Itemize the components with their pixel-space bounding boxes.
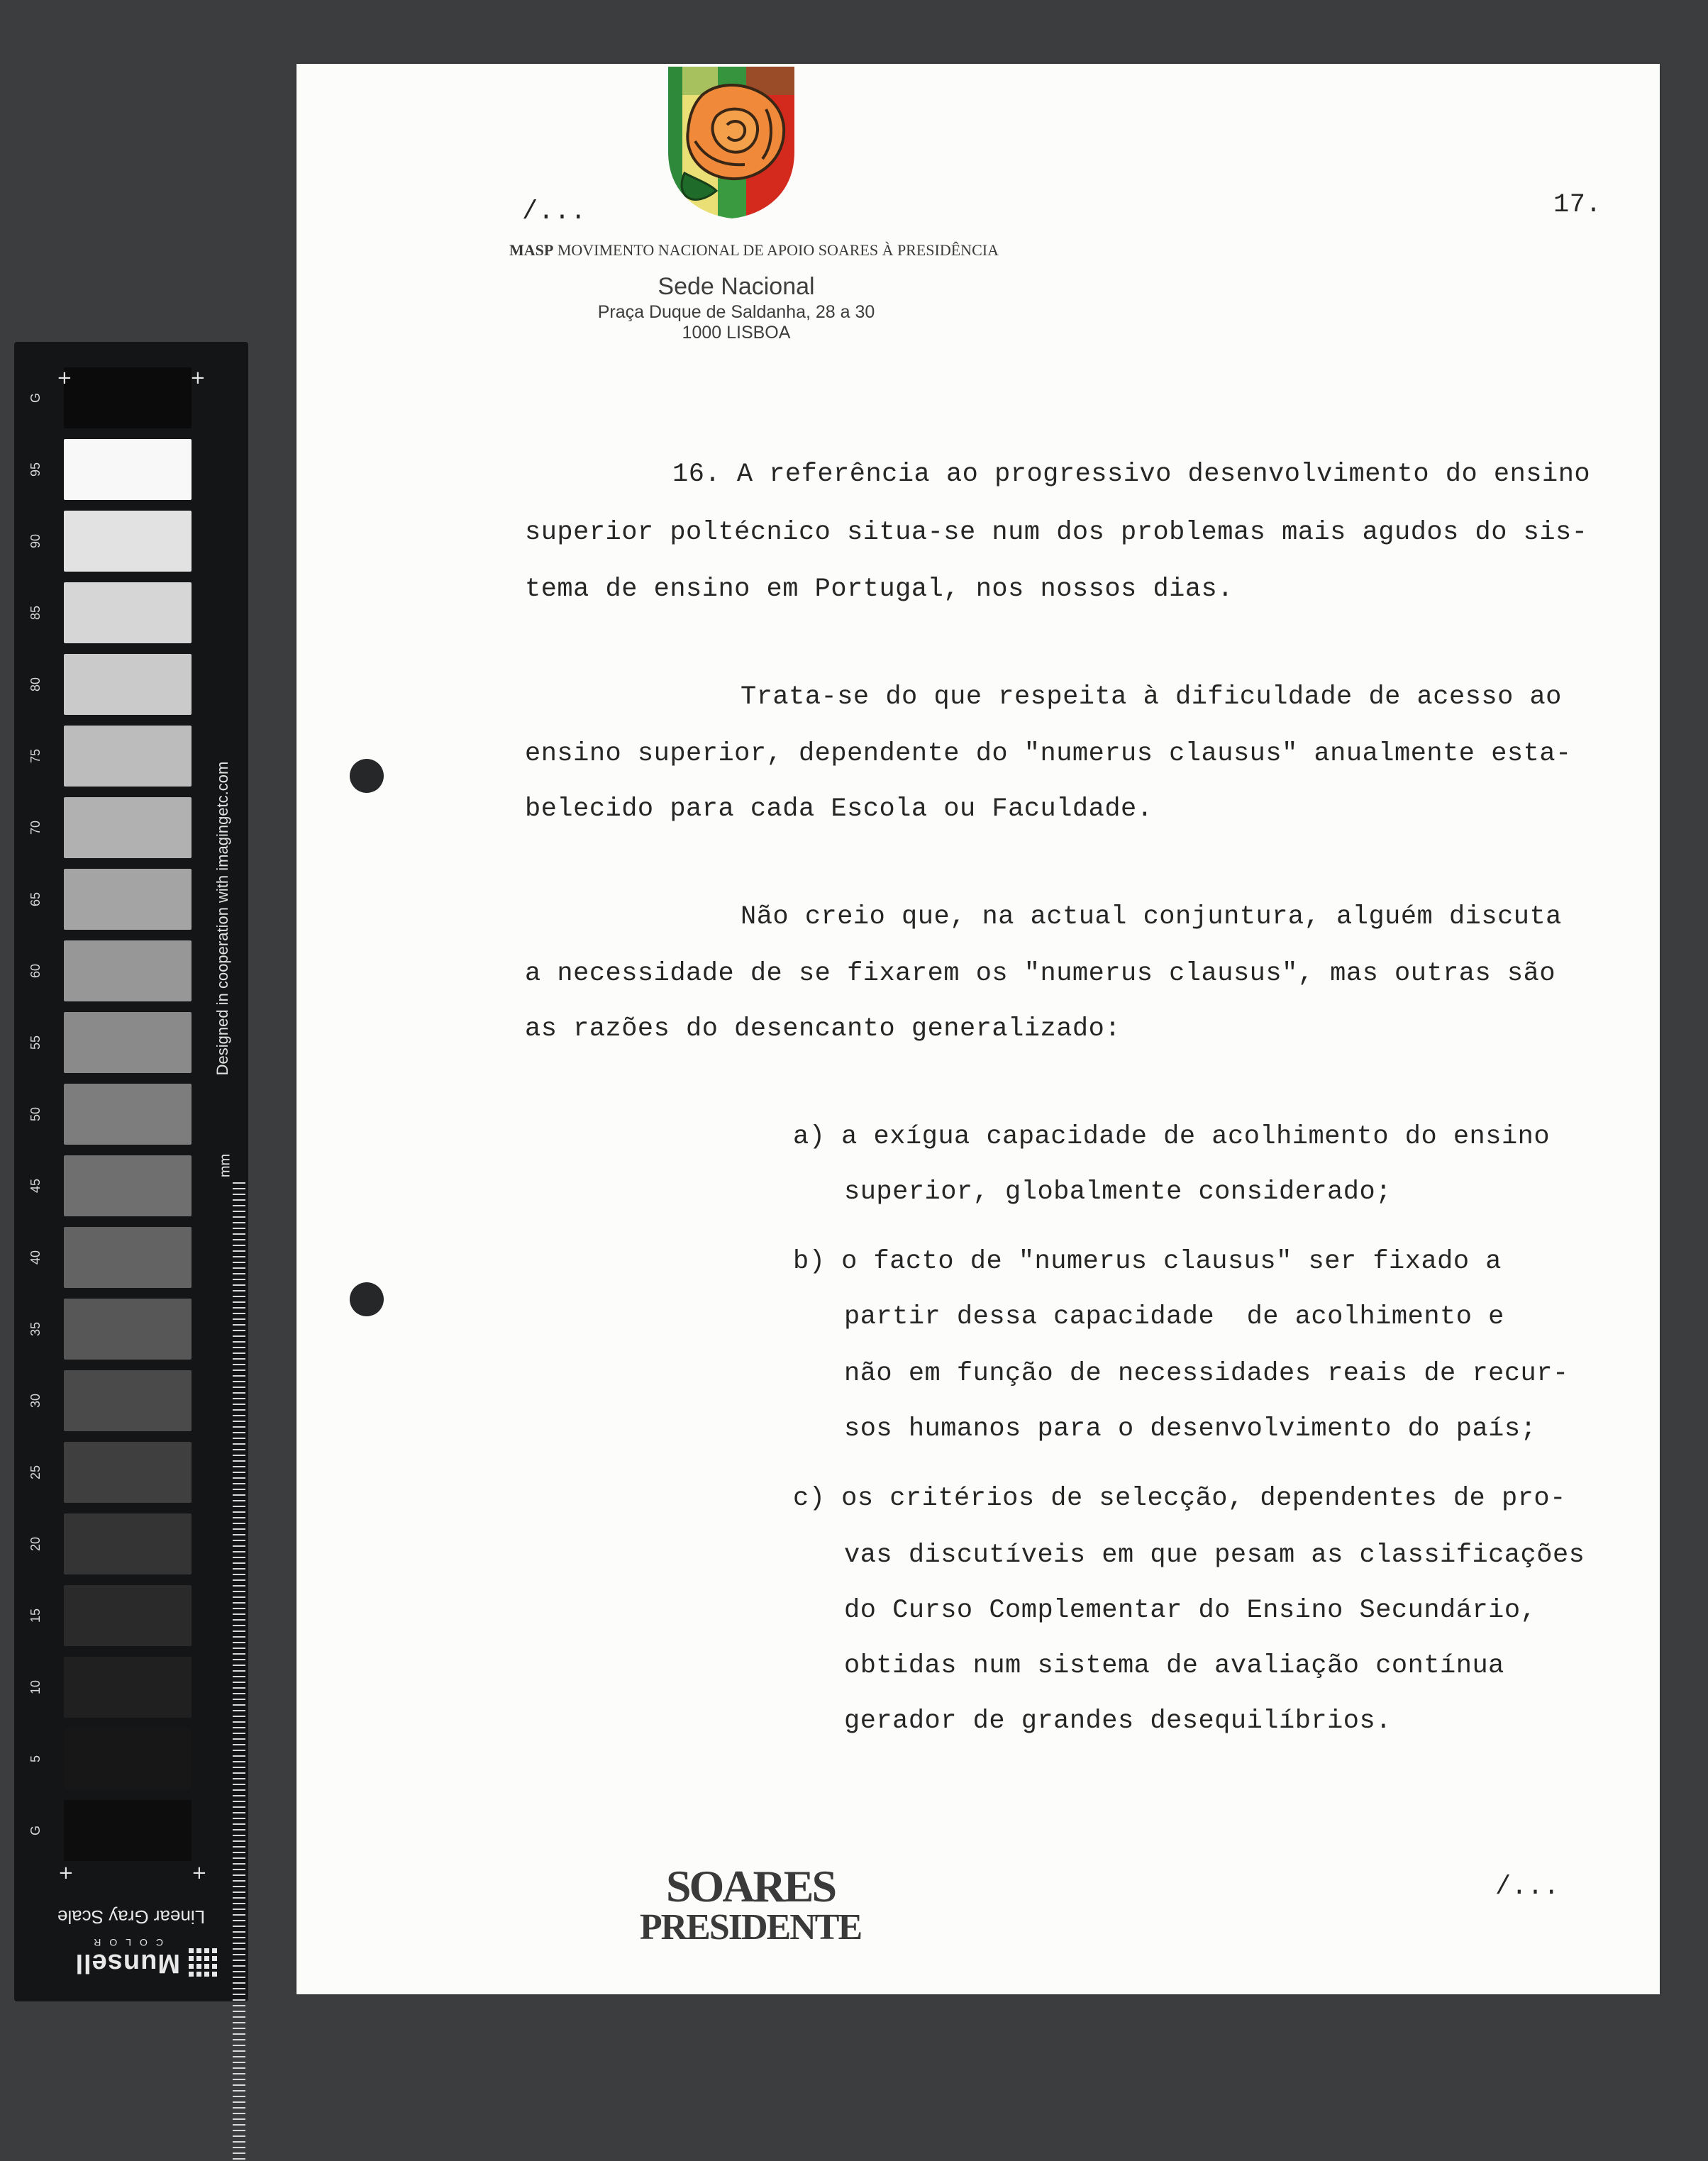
gray-patch xyxy=(64,1299,192,1360)
item-c-line: c) os critérios de selecção, dependentes de pro- xyxy=(793,1484,1566,1513)
item-b-line: b) o facto de "numerus clausus" ser fixado a xyxy=(793,1247,1502,1277)
plus-mark-icon: + xyxy=(192,1862,207,1884)
masp-full-name: MOVIMENTO NACIONAL DE APOIO SOARES À PRESIDÊNCIA xyxy=(557,241,999,259)
gray-patch xyxy=(64,582,192,643)
punch-hole xyxy=(350,1282,384,1316)
item-c-line: do Curso Complementar do Ensino Secundário, xyxy=(844,1596,1537,1626)
munsell-color-sub: COLOR xyxy=(85,1937,163,1948)
gray-patch xyxy=(64,439,192,500)
plus-mark-icon: + xyxy=(57,367,72,389)
gray-patch-label: 80 xyxy=(28,677,43,692)
gray-patch-label: 85 xyxy=(28,605,43,621)
designed-in-cooperation-label: Designed in cooperation with imagingetc.com xyxy=(214,761,231,1076)
gray-patch xyxy=(64,367,192,428)
gray-patch-label: 35 xyxy=(28,1321,43,1337)
footer-presidente-logo: PRESIDENTE xyxy=(639,1907,862,1948)
gray-patch-label: 60 xyxy=(28,963,43,979)
punch-hole xyxy=(350,759,384,793)
gray-patch-label: 70 xyxy=(28,820,43,835)
plus-mark-icon: + xyxy=(58,1862,74,1884)
paragraph-trata-line: belecido para cada Escola ou Faculdade. xyxy=(525,794,1153,824)
masp-organization-line xyxy=(509,241,999,260)
paragraph-trata-line: Trata-se do que respeita à dificuldade de acesso ao xyxy=(741,682,1562,712)
gray-patch xyxy=(64,1585,192,1646)
paragraph-16-line: tema de ensino em Portugal, nos nossos dias. xyxy=(525,574,1233,604)
gray-patch xyxy=(64,1513,192,1574)
gray-patch xyxy=(64,1728,192,1789)
paragraph-nao-creio-line: as razões do desencanto generalizado: xyxy=(525,1014,1121,1044)
munsell-logo xyxy=(50,1934,220,1984)
gray-patch-label: 20 xyxy=(28,1536,43,1552)
gray-patch-label: 10 xyxy=(28,1679,43,1695)
paragraph-trata-line: ensino superior, dependente do "numerus clausus" anualmente esta- xyxy=(525,739,1572,769)
gray-patch-label: 75 xyxy=(28,748,43,764)
mm-label: mm xyxy=(217,1153,233,1178)
gray-patch-label: 50 xyxy=(28,1106,43,1122)
gray-patch xyxy=(64,1227,192,1288)
gray-patch-label: 25 xyxy=(28,1465,43,1480)
gray-patch-label: 65 xyxy=(28,891,43,907)
sede-city: 1000 LISBOA xyxy=(682,323,791,343)
munsell-wordmark: Munsell xyxy=(74,1948,180,1978)
gray-patch-label: 95 xyxy=(28,462,43,477)
gray-patch-label: G xyxy=(28,393,43,404)
mm-ruler xyxy=(224,1182,245,2161)
gray-patch-label: 45 xyxy=(28,1178,43,1194)
continuation-mark-top: /... xyxy=(522,197,587,227)
item-c-line: gerador de grandes desequilíbrios. xyxy=(844,1706,1392,1736)
gray-patch xyxy=(64,1370,192,1431)
plus-mark-icon: + xyxy=(190,367,206,389)
gray-patch xyxy=(64,1442,192,1503)
sede-address: Praça Duque de Saldanha, 28 a 30 xyxy=(597,302,875,322)
gray-patch xyxy=(64,797,192,858)
gray-patch-label: 15 xyxy=(28,1608,43,1623)
item-b-line: sos humanos para o desenvolvimento do país; xyxy=(844,1414,1537,1444)
gray-patch xyxy=(64,869,192,930)
gray-scale-card xyxy=(14,342,248,2001)
gray-patch xyxy=(64,940,192,1001)
gray-patch-label: G xyxy=(28,1826,43,1836)
gray-patch xyxy=(64,1657,192,1718)
sede-nacional-title: Sede Nacional xyxy=(658,273,815,300)
continuation-mark-bottom: /... xyxy=(1495,1872,1560,1902)
munsell-grid-icon xyxy=(189,1945,220,1977)
gray-patch xyxy=(64,1012,192,1073)
footer-soares-logo: SOARES xyxy=(665,1861,836,1911)
item-a-line: superior, globalmente considerado; xyxy=(844,1177,1392,1207)
item-c-line: obtidas num sistema de avaliação contínua xyxy=(844,1651,1504,1681)
gray-patch-label: 90 xyxy=(28,533,43,549)
paragraph-16-line: superior poltécnico situa-se num dos problemas mais agudos do sis- xyxy=(525,518,1588,548)
gray-patch xyxy=(64,726,192,787)
paragraph-nao-creio-line: Não creio que, na actual conjuntura, alguém discuta xyxy=(741,902,1562,932)
item-c-line: vas discutíveis em que pesam as classificações xyxy=(844,1540,1585,1570)
letter-page xyxy=(296,64,1660,1994)
page-number: 17. xyxy=(1553,190,1602,220)
gray-patch xyxy=(64,511,192,572)
gray-patch-label: 40 xyxy=(28,1250,43,1265)
gray-patch-label: 5 xyxy=(28,1755,43,1763)
paragraph-16-line: 16. A referência ao progressivo desenvolvimento do ensino xyxy=(672,460,1591,489)
item-b-line: partir dessa capacidade de acolhimento e xyxy=(844,1302,1504,1332)
gray-patch xyxy=(64,1155,192,1216)
gray-patch xyxy=(64,654,192,715)
gray-patch-label: 30 xyxy=(28,1393,43,1409)
rose-shield-emblem xyxy=(667,67,802,223)
masp-abbreviation: MASP xyxy=(509,241,554,259)
linear-gray-scale-label: Linear Gray Scale xyxy=(57,1906,206,1928)
item-a-line: a) a exígua capacidade de acolhimento do ensino xyxy=(793,1122,1551,1152)
item-b-line: não em função de necessidades reais de recur- xyxy=(844,1359,1569,1389)
gray-patch xyxy=(64,1084,192,1145)
gray-patch xyxy=(64,1800,192,1861)
paragraph-nao-creio-line: a necessidade de se fixarem os "numerus clausus", mas outras são xyxy=(525,959,1556,989)
gray-patch-label: 55 xyxy=(28,1035,43,1050)
